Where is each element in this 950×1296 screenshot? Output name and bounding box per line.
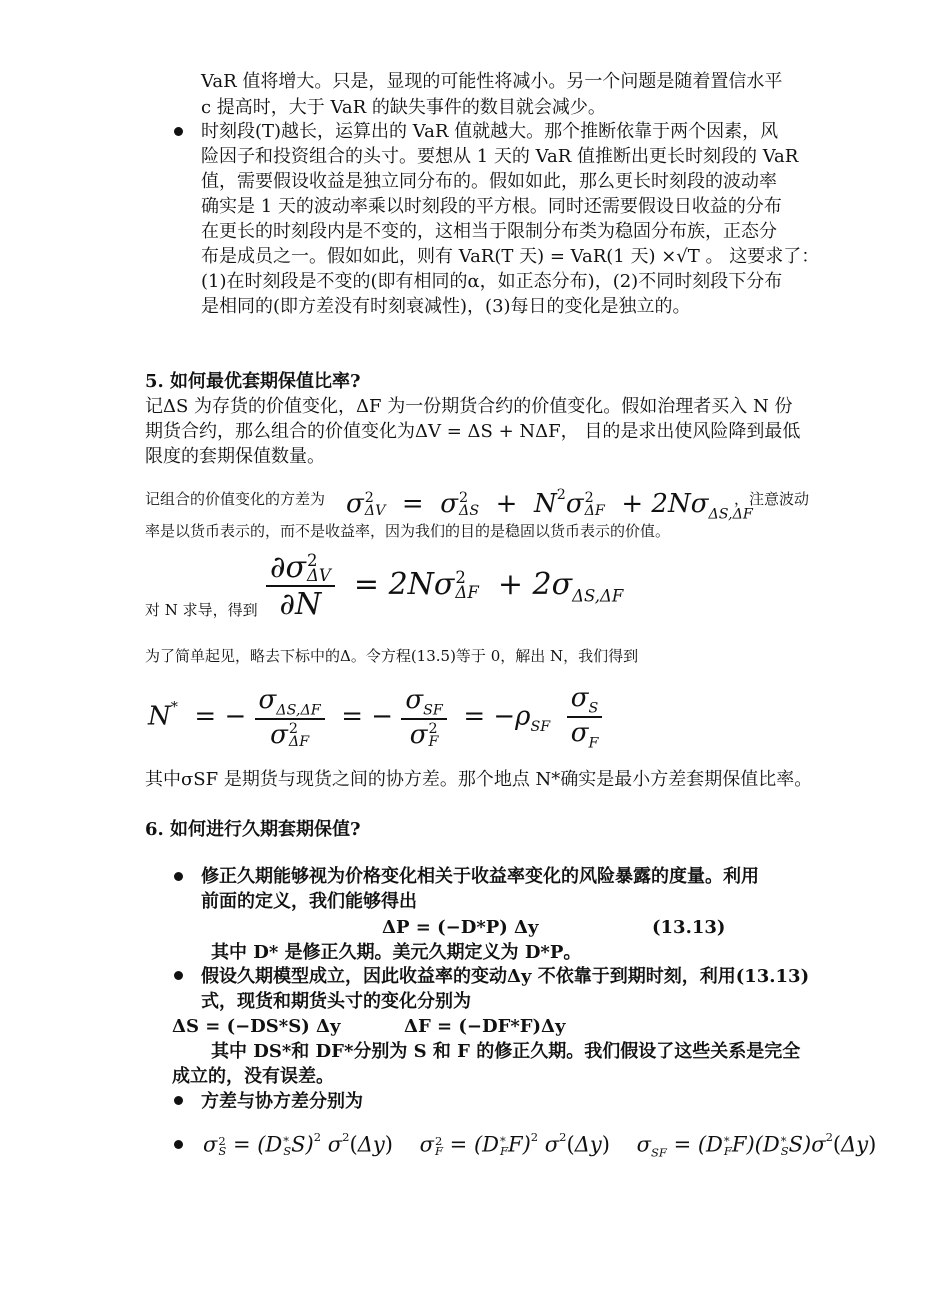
sec6-bullet1-line-1: 修正久期能够视为价格变化相关于收益率变化的风险暴露的度量。利用 xyxy=(201,866,759,887)
var-bullet-line-3: 值，需要假设收益是独立同分布的。假如如此，那么更长时刻段的波动率 xyxy=(201,171,777,192)
top-line-2: c 提高时，大于 VaR 的缺失事件的数目就会减少。 xyxy=(201,97,606,118)
simplify-text: 为了简单起见，略去下标中的Δ。令方程(13.5)等于 0，解出 N，我们得到 xyxy=(145,647,639,665)
top-line-1: VaR 值将增大。只是，显现的可能性将减小。另一个问题是随着置信水平 xyxy=(201,71,783,92)
durations-note-line-2: 成立的，没有误差。 xyxy=(172,1066,334,1087)
futures-change-equation: ΔF = (−DF*F)Δy xyxy=(404,1016,566,1037)
bullet-dot xyxy=(174,971,183,980)
derivative-formula: ∂σ 2 ΔV ∂N = 2Nσ 2 ΔF + $2\sigma_{\Delta S,\Delta F}$ xyxy=(266,550,623,622)
var-bullet-line-7: (1)在时刻段是不变的(即有相同的α，如正态分布)，(2)不同时刻段下分布 xyxy=(201,271,783,292)
bullet-dot xyxy=(174,1140,183,1149)
bullet-dot xyxy=(174,127,183,136)
section-6-heading: 6. 如何进行久期套期保值? xyxy=(145,819,361,840)
sec5-conclusion: 其中σSF 是期货与现货之间的协方差。那个地点 N*确实是最小方差套期保值比率。 xyxy=(145,769,813,790)
variance-line-2: 率是以货币表示的，而不是收益率，因为我们的目的是稳固以货币表示的价值。 xyxy=(145,522,671,540)
derivative-intro: 对 N 求导，得到 xyxy=(145,601,258,619)
sec5-para-line-3: 限度的套期保值数量。 xyxy=(145,446,325,467)
modified-duration-note: 其中 D* 是修正久期。美元久期定义为 D*P。 xyxy=(211,942,582,963)
variance-intro: 记组合的价值变化的方差为 xyxy=(145,490,326,508)
durations-note-line-1: 其中 DS*和 DF*分别为 S 和 F 的修正久期。我们假设了这些关系是完全 xyxy=(211,1041,801,1062)
equation-13-13: ΔP = (−D*P) Δy xyxy=(382,917,539,938)
section-5-heading: 5. 如何最优套期保值比率? xyxy=(145,371,361,392)
sec6-bullet2-line-1: 假设久期模型成立，因此收益率的变动Δy 不依靠于到期时刻，利用(13.13) xyxy=(201,966,810,987)
var-bullet-line-6: 布是成员之一。假如如此，则有 VaR(T 天) = VaR(1 天) ×√T 。 这要求了： xyxy=(201,246,820,267)
spot-change-equation: ΔS = (−DS*S) Δy xyxy=(172,1016,341,1037)
var-bullet-line-4: 确实是 1 天的波动率乘以时刻段的平方根。同时还需要假设日收益的分布 xyxy=(201,196,782,217)
sec6-bullet1-line-2: 前面的定义，我们能够得出 xyxy=(201,891,417,912)
sec5-para-line-1: 记ΔS 为存货的价值变化，ΔF 为一份期货合约的价值变化。假如治理者买入 N 份 xyxy=(145,396,793,417)
optimal-hedge-ratio-formula: N* = − $\sigma_{\Delta S,\Delta F}$ σ 2 ΔF = − $\sigma_{SF}$ σ 2 F = $-\rho_{SF}$ $\frac{\sigma_S}{\sigma_F}$ xyxy=(148,683,602,752)
equation-number: (13.13) xyxy=(652,917,726,938)
variance-covariance-formulas: σ 2 S = (D * S S)$^2$ $\sigma^2(\Delta y)$ σ 2 F = (D * F F)$^2$ $\sigma^2(\Delta y)$ $\sigma_{SF} = (D$ * F F)(D * S $S)\sigma^2(\Delta y)$ xyxy=(203,1130,877,1160)
bullet-dot xyxy=(174,1096,183,1105)
bullet-dot xyxy=(174,872,183,881)
portfolio-variance-formula: σ 2 ΔV = σ 2 ΔS + $N^2\sigma$ 2 ΔF + $2N\sigma_{\Delta S,\Delta F}$ xyxy=(346,487,753,523)
var-bullet-line-1: 时刻段(T)越长，运算出的 VaR 值就越大。那个推断依靠于两个因素，风 xyxy=(201,121,779,142)
sec6-bullet2-line-2: 式，现货和期货头寸的变化分别为 xyxy=(201,991,471,1012)
var-bullet-line-5: 在更长的时刻段内是不变的，这相当于限制分布类为稳固分布族，正态分 xyxy=(201,221,777,242)
sec5-para-line-2: 期货合约，那么组合的价值变化为ΔV = ΔS + NΔF， 目的是求出使风险降到最低 xyxy=(145,421,801,442)
variance-after: ，注意波动 xyxy=(734,490,810,508)
var-bullet-line-8: 是相同的(即方差没有时刻衰减性)，(3)每日的变化是独立的。 xyxy=(201,296,691,317)
var-bullet-line-2: 险因子和投资组合的头寸。要想从 1 天的 VaR 值推断出更长时刻段的 VaR xyxy=(201,146,799,167)
sec6-bullet3: 方差与协方差分别为 xyxy=(201,1091,363,1112)
